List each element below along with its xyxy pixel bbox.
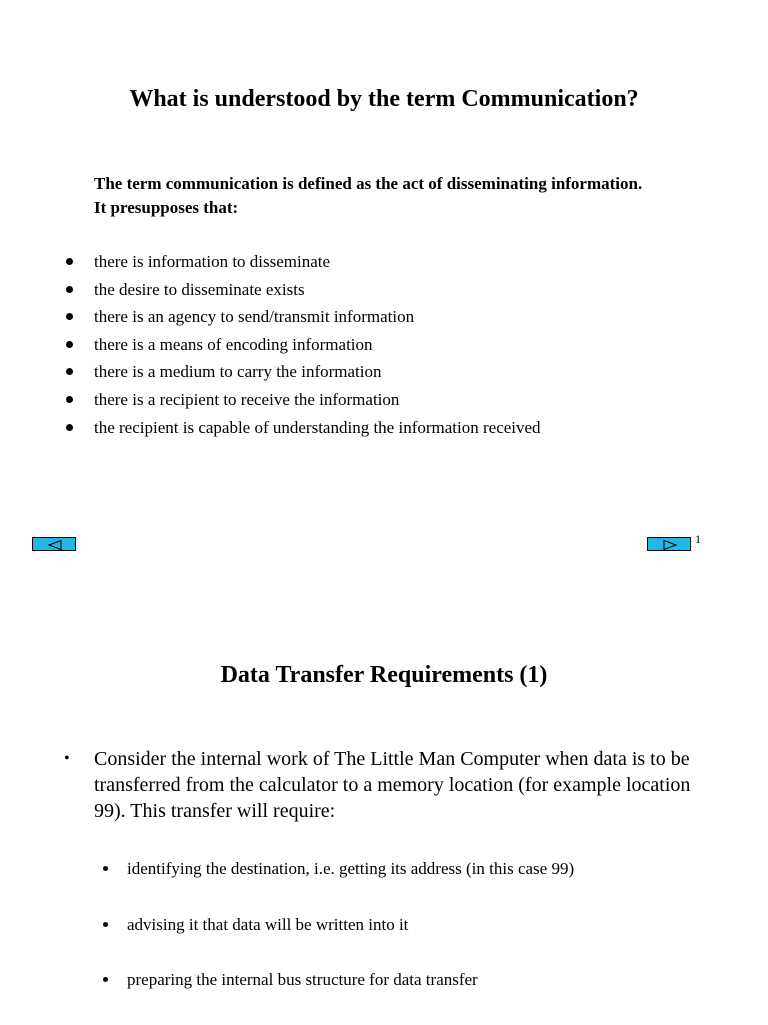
- bullet-icon: [66, 368, 73, 375]
- slide-2-title: Data Transfer Requirements (1): [220, 662, 548, 688]
- bullet-icon: [66, 258, 73, 265]
- bullet-icon: [66, 313, 73, 320]
- bullet-icon: [66, 341, 73, 348]
- list-item: there is a recipient to receive the information: [60, 388, 541, 416]
- list-item: there is a medium to carry the information: [60, 360, 541, 388]
- list-item: advising it that data will be written into it: [102, 914, 574, 970]
- bullet-icon: [103, 977, 108, 982]
- bullet-icon: •: [64, 750, 70, 767]
- bullet-icon: [66, 286, 73, 293]
- slide-1-title: What is understood by the term Communication?: [129, 86, 639, 112]
- list-item: preparing the internal bus structure for data transfer: [102, 969, 574, 1025]
- requirements-list: [60, 250, 541, 443]
- list-item: the recipient is capable of understanding the information received: [60, 416, 541, 444]
- list-item: the desire to disseminate exists: [60, 278, 541, 306]
- slide-2: [0, 580, 768, 1024]
- next-slide-button[interactable]: [647, 537, 691, 551]
- list-item: there is an agency to send/transmit information: [60, 305, 541, 333]
- bullet-icon: [103, 922, 108, 927]
- right-triangle-icon: [648, 538, 692, 552]
- main-bullet-point: [64, 746, 694, 824]
- left-triangle-icon: [33, 538, 77, 552]
- bullet-icon: [66, 424, 73, 431]
- list-item: there is information to disseminate: [60, 250, 541, 278]
- bullet-icon: [66, 396, 73, 403]
- list-item: identifying the destination, i.e. getting its address (in this case 99): [102, 858, 574, 914]
- previous-slide-button[interactable]: [32, 537, 76, 551]
- page-number: 1: [695, 532, 701, 546]
- list-item: there is a means of encoding information: [60, 333, 541, 361]
- bullet-icon: [103, 866, 108, 871]
- intro-paragraph: The term communication is defined as the act of disseminating information. It presupposes that:: [94, 174, 643, 217]
- sub-bullet-list: [102, 858, 574, 1025]
- main-bullet-text: Consider the internal work of The Little Man Computer when data is to be transferred from the calculator to a memory location (for example location 99). This transfer will require:: [94, 748, 691, 822]
